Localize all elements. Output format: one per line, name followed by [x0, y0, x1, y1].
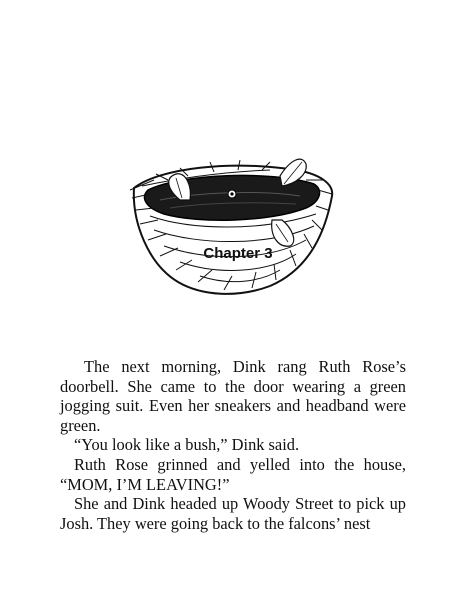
paragraph-1: The next morning, Dink rang Ruth Rose’s doorbell. She came to the door wearing a green jogging suit. Even her sneakers and headband were green. — [60, 357, 406, 435]
chapter-body-text — [60, 357, 406, 533]
bird-nest-with-feathers-icon — [120, 150, 340, 300]
nest-illustration — [120, 150, 340, 300]
paragraph-3: Ruth Rose grinned and yelled into the house, “MOM, I’M LEAVING!” — [60, 454, 406, 494]
paragraph-4: She and Dink headed up Woody Street to pick up Josh. They were going back to the falcons’ nest — [60, 494, 406, 533]
chapter-heading: Chapter 3 — [203, 245, 273, 262]
paragraph-2: “You look like a bush,” Dink said. — [74, 435, 300, 455]
